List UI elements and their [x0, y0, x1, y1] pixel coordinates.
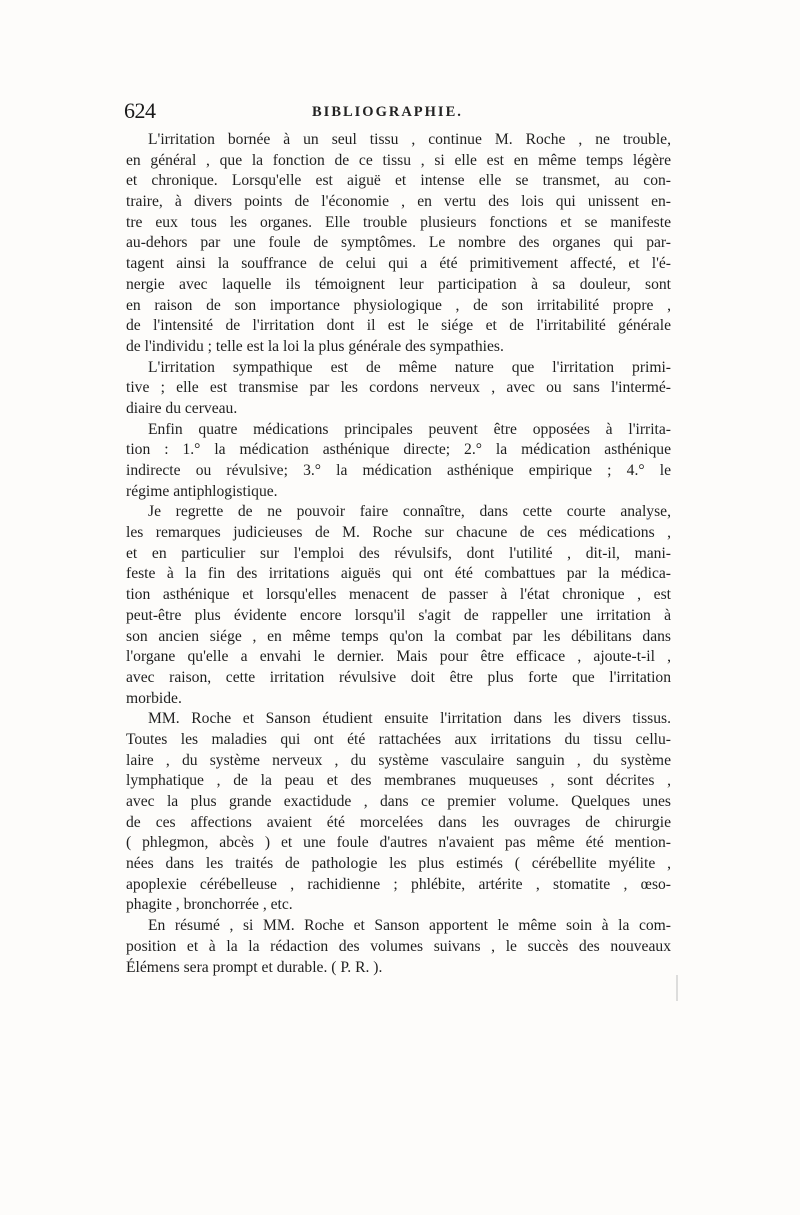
text-line: laire , du système nerveux , du système vasculaire sanguin , du système [126, 751, 671, 769]
text-line: de l'intensité de l'irritation dont il est le siége et de l'irritabilité générale [126, 317, 671, 335]
text-line: position et à la la rédaction des volumes suivans , le succès des nouveaux [126, 937, 671, 955]
text-line: et chronique. Lorsqu'elle est aiguë et intense elle se transmet, au con- [126, 172, 671, 190]
text-line: en général , que la fonction de ce tissu , si elle est en même temps légère [126, 151, 671, 169]
text-line: et en particulier sur l'emploi des révulsifs, dont l'utilité , dit-il, mani- [126, 544, 671, 562]
paragraph-irritation-sympathique [126, 358, 671, 420]
text-line: ( phlegmon, abcès ) et une foule d'autres n'avaient pas même été mention- [126, 834, 671, 852]
text-line: peut-être plus évidente encore lorsqu'il s'agit de rappeller une irritation à [126, 606, 671, 624]
text-line: L'irritation sympathique est de même nature que l'irritation primi- [148, 358, 671, 376]
text-line: en raison de son importance physiologique , de son irritabilité propre , [126, 296, 671, 314]
page-number: 624 [124, 98, 156, 123]
text-line: Toutes les maladies qui ont été rattachées aux irritations du tissu cellu- [126, 730, 671, 748]
page-header [124, 98, 669, 128]
text-line: morbide. [126, 689, 182, 707]
text-line: indirecte ou révulsive; 3.° la médication asthénique empirique ; 4.° le [126, 462, 671, 479]
paragraph-resume [126, 916, 671, 978]
text-line: au-dehors par une foule de symptômes. Le nombre des organes qui par- [126, 234, 671, 252]
text-line: tive ; elle est transmise par les cordons nerveux , avec ou sans l'intermé- [126, 379, 671, 397]
text-line: En résumé , si MM. Roche et Sanson apportent le même soin à la com- [148, 917, 671, 935]
text-line: feste à la fin des irritations aiguës qui ont été combattues par la médica- [126, 565, 671, 583]
text-line: son ancien siége , en même temps qu'on la combat par les débilitans dans [126, 627, 671, 645]
text-line: tion : 1.° la médication asthénique directe; 2.° la médication asthénique [126, 441, 671, 459]
text-line: lymphatique , de la peau et des membranes muqueuses , sont décrites , [126, 772, 671, 790]
paragraph-regret [126, 502, 671, 709]
text-line: nées dans les traités de pathologie les plus estimés ( cérébellite myélite , [126, 855, 671, 873]
text-line: Enfin quatre médications principales peuvent être opposées à l'irrita- [148, 420, 671, 438]
text-line: Je regrette de ne pouvoir faire connaître, dans cette courte analyse, [148, 503, 671, 521]
paragraph-irritation-tissu [126, 130, 671, 358]
page-edge-mark [676, 975, 678, 1001]
text-line: Élémens sera prompt et durable. ( P. R. ). [126, 958, 383, 976]
text-line: apoplexie cérébelleuse , rachidienne ; phlébite, artérite , stomatite , œso- [126, 875, 671, 893]
paragraph-tissus [126, 709, 671, 916]
text-line: nergie avec laquelle ils témoignent leur participation à sa douleur, sont [126, 275, 671, 293]
paragraph-medications [126, 420, 671, 503]
text-line: avec raison, cette irritation révulsive doit être plus forte que l'irritation [126, 668, 671, 686]
text-line: de l'individu ; telle est la loi la plus générale des sympathies. [126, 337, 504, 355]
text-line: MM. Roche et Sanson étudient ensuite l'irritation dans les divers tissus. [148, 710, 671, 728]
body-text [126, 130, 671, 978]
text-line: L'irritation bornée à un seul tissu , continue M. Roche , ne trouble, [148, 131, 671, 148]
text-line: tre eux tous les organes. Elle trouble plusieurs fonctions et se manifeste [126, 213, 671, 231]
text-line: régime antiphlogistique. [126, 482, 278, 500]
text-line: de ces affections avaient été morcelées dans les ouvrages de chirurgie [126, 813, 671, 831]
text-line: les remarques judicieuses de M. Roche sur chacune de ces médications , [126, 524, 671, 542]
text-line: phagite , bronchorrée , etc. [126, 896, 293, 914]
text-line: avec la plus grande exactidude , dans ce premier volume. Quelques unes [126, 793, 671, 810]
text-line: traire, à divers points de l'économie , en vertu des lois qui unissent en- [126, 193, 671, 211]
running-head: BIBLIOGRAPHIE. [312, 104, 463, 120]
text-line: l'organe qu'elle a envahi le dernier. Mais pour être efficace , ajoute-t-il , [126, 648, 671, 666]
text-line: tion asthénique et lorsqu'elles menacent de passer à l'état chronique , est [126, 586, 671, 604]
text-line: tagent ainsi la souffrance de celui qui a été primitivement affecté, et l'é- [126, 255, 671, 273]
text-line: diaire du cerveau. [126, 399, 238, 417]
